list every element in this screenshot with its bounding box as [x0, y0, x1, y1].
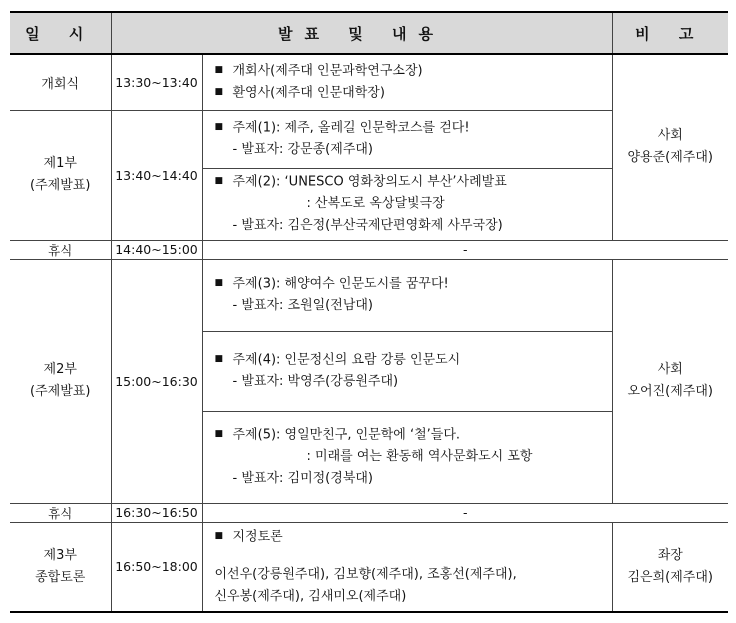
opening-session: 개회식 [10, 54, 111, 110]
part1-time: 13:40~14:40 [111, 110, 202, 240]
break2-session: 휴식 [10, 503, 111, 522]
break2-time: 16:30~16:50 [111, 503, 202, 522]
break2-row [10, 503, 728, 522]
break1-time: 14:40~15:00 [111, 240, 202, 259]
bullet-icon: ■ [214, 530, 224, 541]
opening-time: 13:30~13:40 [111, 54, 202, 110]
part2-session: 제2부 (주제발표) [10, 259, 111, 503]
part1-topic2: ■ 주제(2): ‘UNESCO 영화창의도시 부산’사례발표 : 산복도로 옥상달빛극장 - 발표자: 김은정(부산국제단편영화제 사무국장) [202, 168, 612, 240]
bullet-icon: ■ [214, 87, 224, 98]
header-datetime: 일 시 [10, 12, 111, 54]
part1-session: 제1부 (주제발표) [10, 110, 111, 240]
part3-session: 제3부 종합토론 [10, 522, 111, 612]
part2-topic3-row [10, 259, 728, 331]
header-content: 발표 및 내용 [111, 12, 612, 54]
bullet-icon: ■ [214, 121, 224, 132]
part2-moderator: 사회 오어진(제주대) [612, 259, 728, 503]
part2-topic3: ■ 주제(3): 해양여수 인문도시를 꿈꾸다! - 발표자: 조원일(전남대) [202, 259, 612, 331]
part2-topic5: ■ 주제(5): 영일만친구, 인문학에 ‘철’들다. : 미래를 여는 환동해 역사문화도시 포항 - 발표자: 김미정(경북대) [202, 411, 612, 503]
list-item: ■ 환영사(제주대 인문대학장) [215, 82, 606, 105]
break1-session: 휴식 [10, 240, 111, 259]
schedule-table [10, 11, 728, 613]
bullet-icon: ■ [214, 428, 224, 439]
break1-content: - [202, 240, 728, 259]
opening-row [10, 54, 728, 110]
part3-row [10, 522, 728, 612]
opening-content [202, 54, 612, 110]
bullet-icon: ■ [214, 277, 224, 288]
list-item: ■ 개회사(제주대 인문과학연구소장) [215, 60, 606, 83]
part3-time: 16:50~18:00 [111, 522, 202, 612]
bullet-icon: ■ [214, 353, 224, 364]
part3-content: ■ 지정토론 이선우(강릉원주대), 김보향(제주대), 조홍선(제주대), 신우봉(제주대), 김새미오(제주대) [202, 522, 612, 612]
bullet-icon: ■ [214, 64, 224, 75]
part2-time: 15:00~16:30 [111, 259, 202, 503]
bullet-icon: ■ [214, 175, 224, 186]
part2-topic4: ■ 주제(4): 인문정신의 요람 강릉 인문도시 - 발표자: 박영주(강릉원주대) [202, 331, 612, 411]
break1-row [10, 240, 728, 259]
part1-moderator: 사회 양용준(제주대) [612, 54, 728, 240]
header-row [10, 12, 728, 54]
break2-content: - [202, 503, 728, 522]
header-note: 비 고 [612, 12, 728, 54]
part1-topic1: ■ 주제(1): 제주, 올레길 인문학코스를 걷다! - 발표자: 강문종(제주대) [202, 110, 612, 168]
part3-chair: 좌장 김은희(제주대) [612, 522, 728, 612]
